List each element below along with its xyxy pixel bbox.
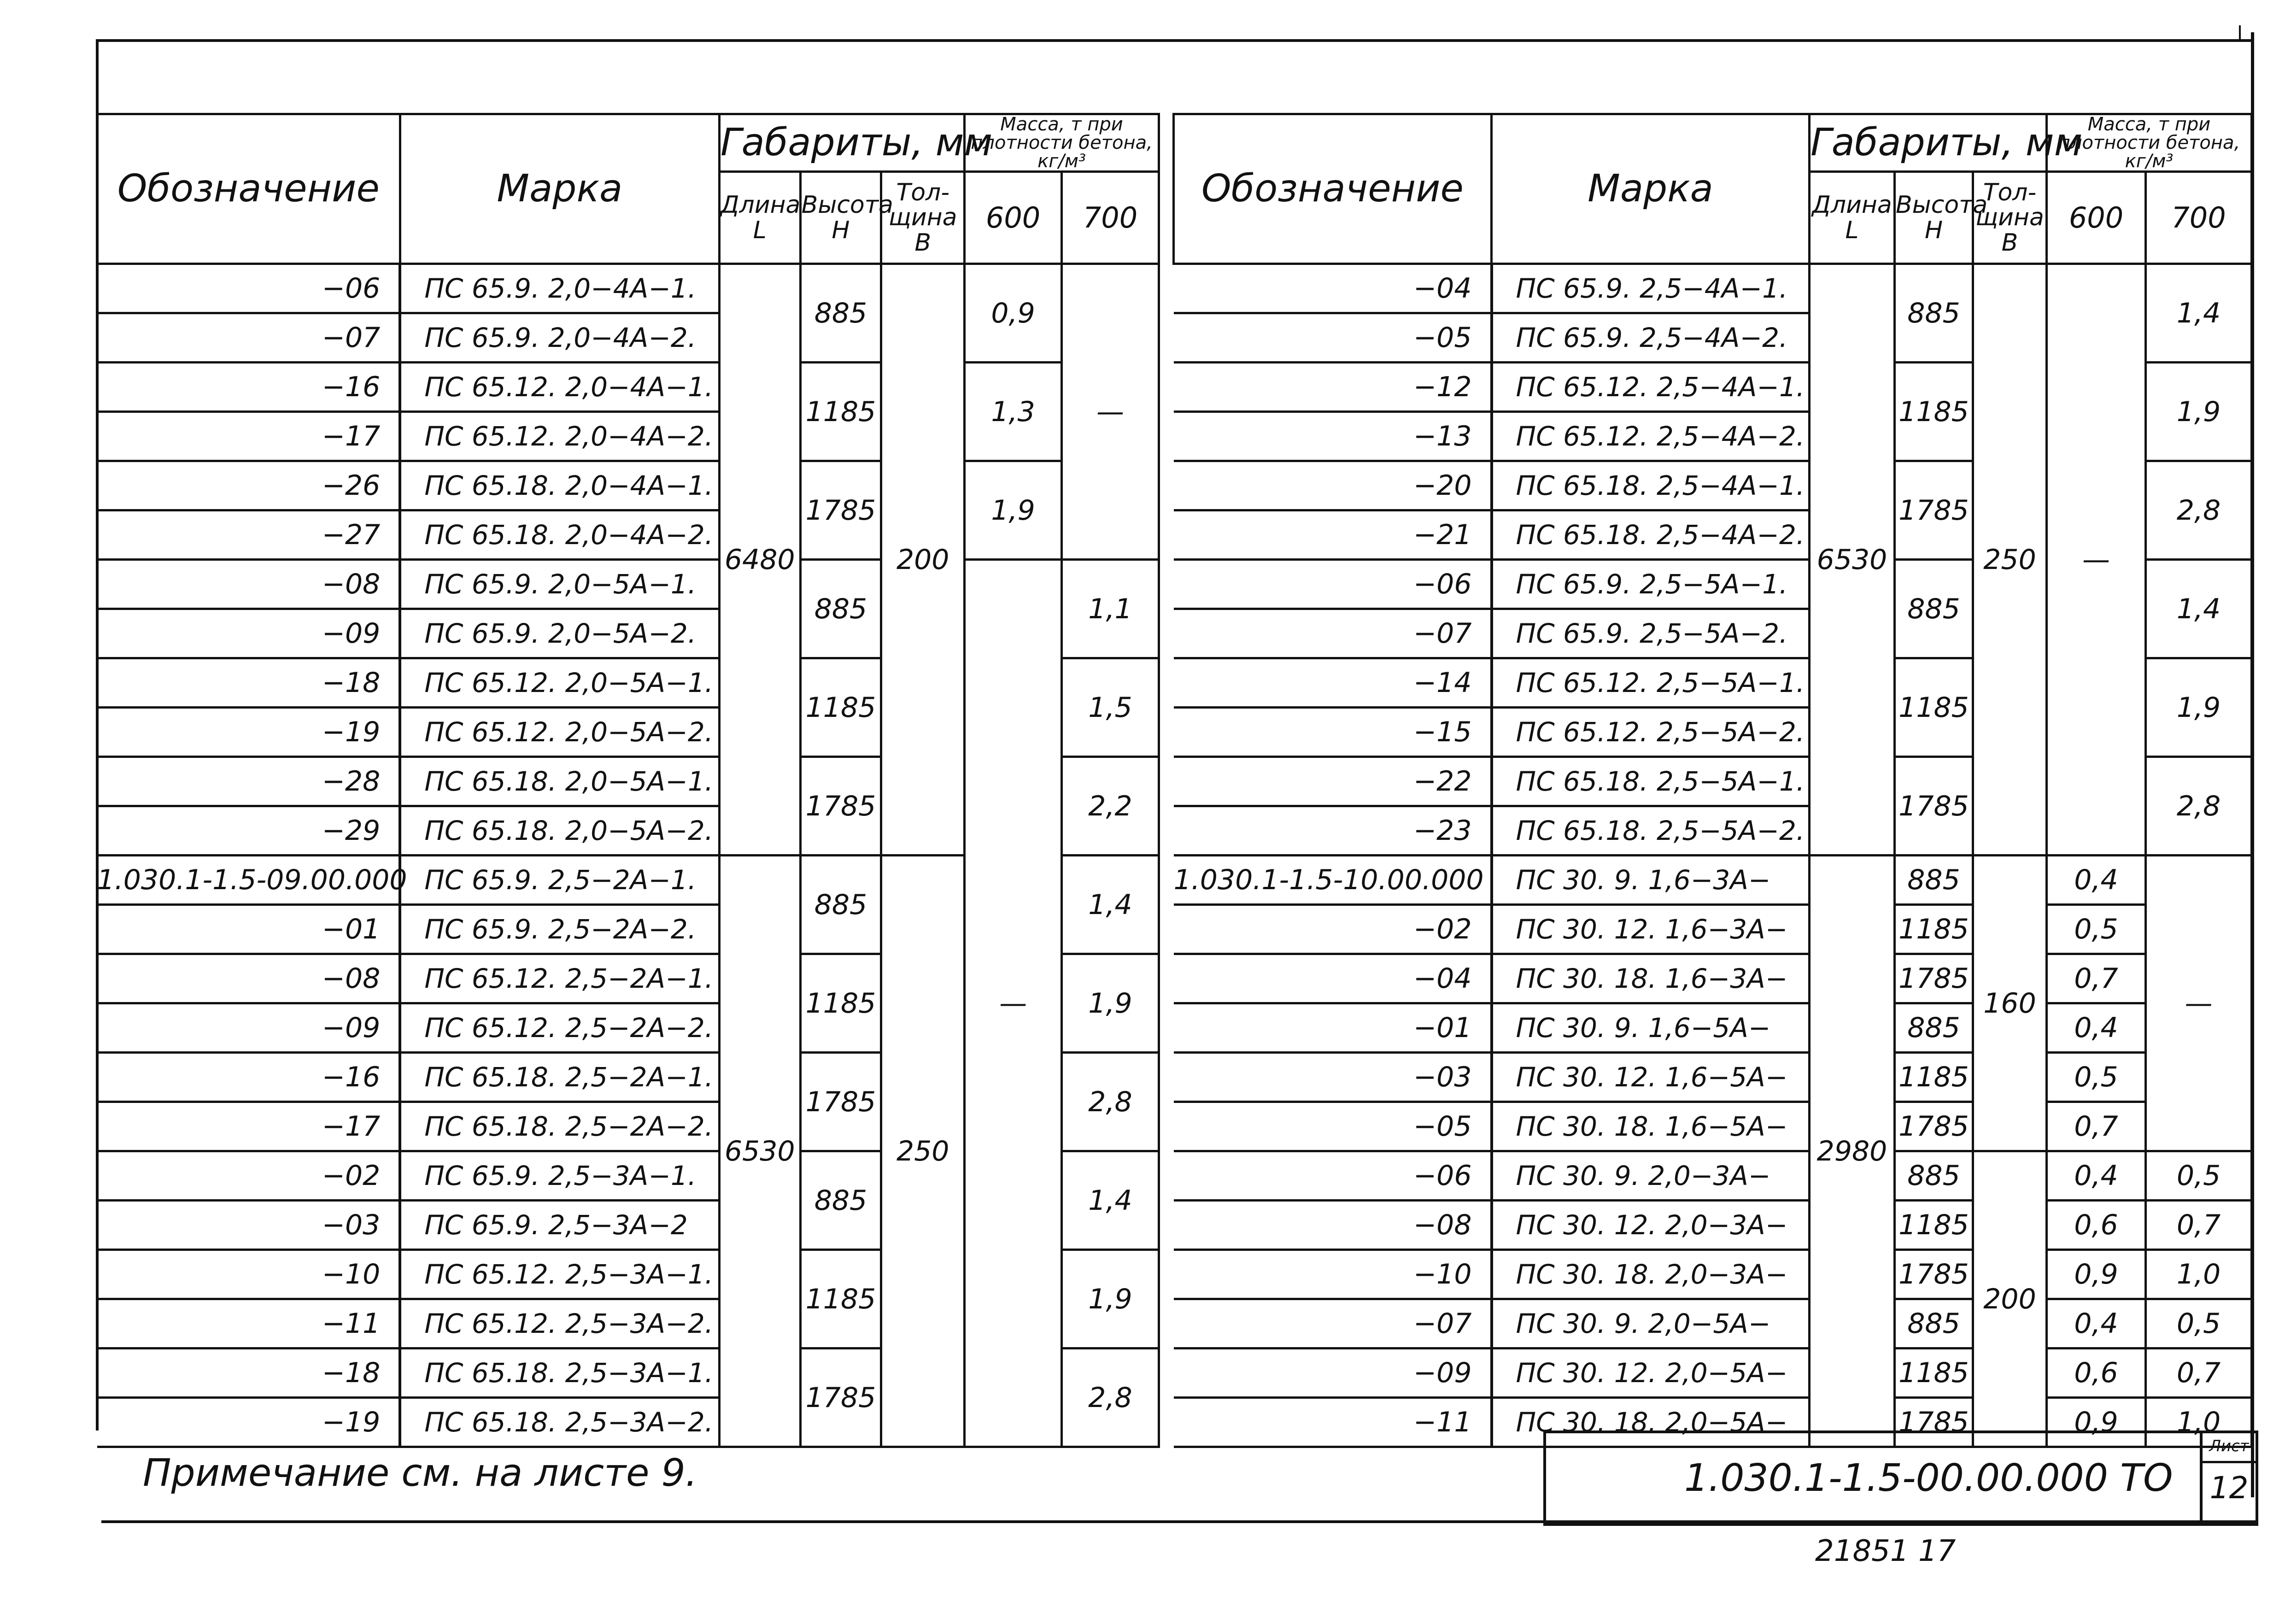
table-row-mark: ПС 30. 9. 1,6−5А− bbox=[1492, 1003, 1810, 1053]
table-row-designation: −18 bbox=[97, 658, 400, 708]
table-row-designation: −08 bbox=[97, 560, 400, 609]
height-cell: 885 bbox=[800, 1151, 881, 1250]
table-row-mark: ПС 30. 18. 2,0−3А− bbox=[1492, 1250, 1810, 1299]
table-row-designation: −11 bbox=[97, 1299, 400, 1348]
height-cell: 1185 bbox=[1895, 905, 1973, 954]
table-row-mark: ПС 65.18. 2,5−3А−1. bbox=[400, 1348, 719, 1398]
mass700-cell: 1,4 bbox=[2146, 264, 2252, 363]
table-row-mark: ПС 65.18. 2,5−4А−2. bbox=[1492, 510, 1810, 560]
header-mass: Масса, т при плотности бетона, кг/м³ bbox=[2047, 114, 2252, 172]
table-row-designation: −20 bbox=[1174, 461, 1492, 510]
footnote: Примечание см. на листе 9. bbox=[143, 1451, 697, 1495]
mass600-cell: 0,9 bbox=[2047, 1250, 2146, 1299]
mass600-cell: 1,9 bbox=[965, 461, 1062, 560]
table-row-mark: ПС 30. 9. 2,0−5А− bbox=[1492, 1299, 1810, 1348]
mass600-cell: 1,3 bbox=[965, 363, 1062, 461]
left-spec-table bbox=[96, 113, 1160, 1448]
table-row-designation: −06 bbox=[97, 264, 400, 313]
table-row-designation: −10 bbox=[97, 1250, 400, 1299]
table-row-mark: ПС 65.12. 2,0−4А−2. bbox=[400, 412, 719, 461]
table-row-mark: ПС 65.18. 2,0−5А−1. bbox=[400, 757, 719, 806]
table-row-mark: ПС 65.9. 2,0−4А−2. bbox=[400, 313, 719, 363]
mass600-cell: — bbox=[965, 560, 1062, 1447]
length-cell: 6530 bbox=[1810, 264, 1895, 856]
table-row-designation: −08 bbox=[97, 954, 400, 1003]
table-row-designation: −15 bbox=[1174, 708, 1492, 757]
table-row-designation: 1.030.1-1.5-09.00.000 bbox=[97, 856, 400, 905]
header-dimensions: Габариты, мм bbox=[1810, 114, 2047, 172]
mass600-cell: 0,4 bbox=[2047, 1151, 2146, 1201]
table-row-designation: −23 bbox=[1174, 806, 1492, 856]
table-row-designation: −01 bbox=[97, 905, 400, 954]
height-cell: 1185 bbox=[1895, 1348, 1973, 1398]
table-row-designation: −07 bbox=[97, 313, 400, 363]
sheet-label: Лист bbox=[2203, 1437, 2256, 1463]
thickness-cell: 160 bbox=[1973, 856, 2047, 1151]
header-mark: Марка bbox=[400, 114, 719, 264]
table-row-mark: ПС 65.9. 2,5−5А−1. bbox=[1492, 560, 1810, 609]
table-row-designation: −09 bbox=[97, 609, 400, 658]
table-row-mark: ПС 30. 18. 1,6−5А− bbox=[1492, 1102, 1810, 1151]
table-row-mark: ПС 30. 18. 1,6−3А− bbox=[1492, 954, 1810, 1003]
height-cell: 1785 bbox=[1895, 1102, 1973, 1151]
mass700-cell: 2,8 bbox=[2146, 461, 2252, 560]
table-row-mark: ПС 65.12. 2,5−5А−1. bbox=[1492, 658, 1810, 708]
table-row-mark: ПС 65.18. 2,5−2А−1. bbox=[400, 1053, 719, 1102]
table-row-designation: −03 bbox=[97, 1201, 400, 1250]
header-designation: Обозначение bbox=[1174, 114, 1492, 264]
table-row-mark: ПС 65.9. 2,0−5А−1. bbox=[400, 560, 719, 609]
right-spec-table bbox=[1172, 113, 2253, 1448]
table-row-designation: −22 bbox=[1174, 757, 1492, 806]
header-mass: Масса, т при плотности бетона, кг/м³ bbox=[965, 114, 1159, 172]
height-cell: 885 bbox=[1895, 1151, 1973, 1201]
table-row-mark: ПС 65.12. 2,5−2А−1. bbox=[400, 954, 719, 1003]
table-row-mark: ПС 65.9. 2,0−4А−1. bbox=[400, 264, 719, 313]
table-row-designation: −02 bbox=[97, 1151, 400, 1201]
table-row-mark: ПС 65.12. 2,0−5А−1. bbox=[400, 658, 719, 708]
table-row-designation: 1.030.1-1.5-10.00.000 bbox=[1174, 856, 1492, 905]
mass700-cell: 1,5 bbox=[1062, 658, 1159, 757]
table-row-mark: ПС 65.12. 2,0−4А−1. bbox=[400, 363, 719, 412]
mass600-cell: 0,4 bbox=[2047, 1003, 2146, 1053]
mass600-cell: — bbox=[2047, 264, 2146, 856]
table-row-designation: −26 bbox=[97, 461, 400, 510]
table-row-mark: ПС 65.9. 2,5−4А−1. bbox=[1492, 264, 1810, 313]
table-row-mark: ПС 65.12. 2,5−4А−2. bbox=[1492, 412, 1810, 461]
table-row-mark: ПС 65.12. 2,5−3А−1. bbox=[400, 1250, 719, 1299]
table-row-mark: ПС 65.9. 2,5−2А−1. bbox=[400, 856, 719, 905]
table-row-designation: −05 bbox=[1174, 1102, 1492, 1151]
table-row-designation: −04 bbox=[1174, 264, 1492, 313]
table-row-mark: ПС 65.18. 2,0−5А−2. bbox=[400, 806, 719, 856]
table-row-mark: ПС 30. 12. 1,6−3А− bbox=[1492, 905, 1810, 954]
table-row-designation: −17 bbox=[97, 412, 400, 461]
height-cell: 1785 bbox=[1895, 1398, 1973, 1447]
mass700-cell: 2,2 bbox=[1062, 757, 1159, 856]
thickness-cell: 200 bbox=[881, 264, 965, 856]
table-row-designation: −16 bbox=[97, 1053, 400, 1102]
height-cell: 1185 bbox=[1895, 363, 1973, 461]
table-row-mark: ПС 65.9. 2,0−5А−2. bbox=[400, 609, 719, 658]
height-cell: 885 bbox=[800, 264, 881, 363]
height-cell: 885 bbox=[800, 560, 881, 658]
table-row-designation: −07 bbox=[1174, 1299, 1492, 1348]
mass700-cell: 0,5 bbox=[2146, 1299, 2252, 1348]
height-cell: 1785 bbox=[800, 461, 881, 560]
table-row-designation: −11 bbox=[1174, 1398, 1492, 1447]
height-cell: 1185 bbox=[1895, 658, 1973, 757]
table-row-mark: ПС 30. 9. 2,0−3А− bbox=[1492, 1151, 1810, 1201]
header-length: Длина L bbox=[1810, 172, 1895, 264]
mass700-cell: 1,0 bbox=[2146, 1398, 2252, 1447]
mass600-cell: 0,6 bbox=[2047, 1348, 2146, 1398]
mass700-cell: 1,9 bbox=[2146, 658, 2252, 757]
mass600-cell: 0,7 bbox=[2047, 1102, 2146, 1151]
table-row-designation: −09 bbox=[97, 1003, 400, 1053]
table-row-designation: −07 bbox=[1174, 609, 1492, 658]
table-row-designation: −19 bbox=[97, 708, 400, 757]
height-cell: 1785 bbox=[800, 1053, 881, 1151]
mass600-cell: 0,4 bbox=[2047, 1299, 2146, 1348]
table-row-designation: −10 bbox=[1174, 1250, 1492, 1299]
table-row-designation: −08 bbox=[1174, 1201, 1492, 1250]
mass700-cell: 2,8 bbox=[1062, 1348, 1159, 1447]
table-row-mark: ПС 30. 18. 2,0−5А− bbox=[1492, 1398, 1810, 1447]
table-row-designation: −12 bbox=[1174, 363, 1492, 412]
table-row-mark: ПС 65.12. 2,5−2А−2. bbox=[400, 1003, 719, 1053]
height-cell: 1185 bbox=[1895, 1053, 1973, 1102]
table-row-mark: ПС 65.18. 2,5−3А−2. bbox=[400, 1398, 719, 1447]
sheet-number: 12 bbox=[2209, 1470, 2249, 1506]
table-row-designation: −16 bbox=[97, 363, 400, 412]
header-height: Высота H bbox=[800, 172, 881, 264]
height-cell: 1785 bbox=[800, 757, 881, 856]
mass600-cell: 0,4 bbox=[2047, 856, 2146, 905]
length-cell: 6530 bbox=[719, 856, 800, 1447]
mass700-cell: 2,8 bbox=[2146, 757, 2252, 856]
mass700-cell: 0,7 bbox=[2146, 1348, 2252, 1398]
table-row-mark: ПС 65.12. 2,5−5А−2. bbox=[1492, 708, 1810, 757]
table-row-designation: −18 bbox=[97, 1348, 400, 1398]
inventory-number: 21851 17 bbox=[1815, 1534, 1956, 1568]
mass700-cell: 1,4 bbox=[1062, 1151, 1159, 1250]
mass700-cell: 1,9 bbox=[2146, 363, 2252, 461]
table-row-mark: ПС 65.18. 2,5−4А−1. bbox=[1492, 461, 1810, 510]
mass600-cell: 0,7 bbox=[2047, 954, 2146, 1003]
table-row-mark: ПС 30. 9. 1,6−3А− bbox=[1492, 856, 1810, 905]
table-row-designation: −29 bbox=[97, 806, 400, 856]
table-row-designation: −03 bbox=[1174, 1053, 1492, 1102]
mass700-cell: 0,5 bbox=[2146, 1151, 2252, 1201]
title-block bbox=[1543, 1431, 2258, 1526]
height-cell: 1785 bbox=[1895, 461, 1973, 560]
table-row-mark: ПС 65.12. 2,5−4А−1. bbox=[1492, 363, 1810, 412]
mass700-cell: — bbox=[2146, 856, 2252, 1151]
height-cell: 1185 bbox=[800, 1250, 881, 1348]
height-cell: 885 bbox=[1895, 1299, 1973, 1348]
table-row-designation: −04 bbox=[1174, 954, 1492, 1003]
height-cell: 1785 bbox=[1895, 954, 1973, 1003]
mass700-cell: — bbox=[1062, 264, 1159, 560]
height-cell: 1785 bbox=[1895, 1250, 1973, 1299]
header-designation: Обозначение bbox=[97, 114, 400, 264]
header-mass-700: 700 bbox=[1062, 172, 1159, 264]
header-height: Высота H bbox=[1895, 172, 1973, 264]
bottom-rule bbox=[101, 1520, 2257, 1523]
mass700-cell: 1,9 bbox=[1062, 954, 1159, 1053]
header-mass-600: 600 bbox=[2047, 172, 2146, 264]
table-row-mark: ПС 65.9. 2,5−3А−2 bbox=[400, 1201, 719, 1250]
table-row-mark: ПС 65.12. 2,5−3А−2. bbox=[400, 1299, 719, 1348]
height-cell: 1185 bbox=[1895, 1201, 1973, 1250]
height-cell: 1785 bbox=[800, 1348, 881, 1447]
mass700-cell: 1,4 bbox=[1062, 856, 1159, 954]
height-cell: 1785 bbox=[1895, 757, 1973, 856]
header-length: Длина L bbox=[719, 172, 800, 264]
table-row-designation: −21 bbox=[1174, 510, 1492, 560]
height-cell: 885 bbox=[1895, 1003, 1973, 1053]
length-cell: 2980 bbox=[1810, 856, 1895, 1447]
height-cell: 885 bbox=[1895, 264, 1973, 363]
length-cell: 6480 bbox=[719, 264, 800, 856]
table-row-designation: −06 bbox=[1174, 1151, 1492, 1201]
table-row-designation: −06 bbox=[1174, 560, 1492, 609]
table-row-designation: −09 bbox=[1174, 1348, 1492, 1398]
thickness-cell: 200 bbox=[1973, 1151, 2047, 1447]
table-row-designation: −02 bbox=[1174, 905, 1492, 954]
height-cell: 1185 bbox=[800, 658, 881, 757]
mass700-cell: 0,7 bbox=[2146, 1201, 2252, 1250]
sheet-number-box bbox=[2200, 1433, 2256, 1523]
height-cell: 1185 bbox=[800, 363, 881, 461]
sheet-top-border bbox=[96, 39, 2252, 42]
mass600-cell: 0,9 bbox=[2047, 1398, 2146, 1447]
table-row-designation: −14 bbox=[1174, 658, 1492, 708]
mass600-cell: 0,6 bbox=[2047, 1201, 2146, 1250]
header-mark: Марка bbox=[1492, 114, 1810, 264]
table-row-mark: ПС 65.18. 2,0−4А−2. bbox=[400, 510, 719, 560]
table-row-designation: −17 bbox=[97, 1102, 400, 1151]
table-row-mark: ПС 30. 12. 2,0−5А− bbox=[1492, 1348, 1810, 1398]
height-cell: 885 bbox=[1895, 560, 1973, 658]
table-row-mark: ПС 65.9. 2,5−2А−2. bbox=[400, 905, 719, 954]
mass700-cell: 1,0 bbox=[2146, 1250, 2252, 1299]
table-row-mark: ПС 65.9. 2,5−5А−2. bbox=[1492, 609, 1810, 658]
mass600-cell: 0,9 bbox=[965, 264, 1062, 363]
mass700-cell: 1,4 bbox=[2146, 560, 2252, 658]
table-row-mark: ПС 65.18. 2,5−5А−1. bbox=[1492, 757, 1810, 806]
table-row-mark: ПС 65.18. 2,0−4А−1. bbox=[400, 461, 719, 510]
height-cell: 885 bbox=[1895, 856, 1973, 905]
mass700-cell: 1,1 bbox=[1062, 560, 1159, 658]
table-row-designation: −19 bbox=[97, 1398, 400, 1447]
mass600-cell: 0,5 bbox=[2047, 1053, 2146, 1102]
mass700-cell: 2,8 bbox=[1062, 1053, 1159, 1151]
table-row-mark: ПС 65.9. 2,5−4А−2. bbox=[1492, 313, 1810, 363]
mass600-cell: 0,5 bbox=[2047, 905, 2146, 954]
table-row-mark: ПС 65.9. 2,5−3А−1. bbox=[400, 1151, 719, 1201]
table-row-designation: −28 bbox=[97, 757, 400, 806]
table-row-mark: ПС 30. 12. 2,0−3А− bbox=[1492, 1201, 1810, 1250]
table-row-designation: −13 bbox=[1174, 412, 1492, 461]
height-cell: 885 bbox=[800, 856, 881, 954]
table-row-mark: ПС 65.12. 2,0−5А−2. bbox=[400, 708, 719, 757]
header-mass-600: 600 bbox=[965, 172, 1062, 264]
table-row-designation: −05 bbox=[1174, 313, 1492, 363]
mass700-cell: 1,9 bbox=[1062, 1250, 1159, 1348]
corner-tick bbox=[2239, 25, 2241, 39]
table-row-mark: ПС 30. 12. 1,6−5А− bbox=[1492, 1053, 1810, 1102]
header-dimensions: Габариты, мм bbox=[719, 114, 964, 172]
document-code: 1.030.1-1.5-00.00.000 ТО bbox=[1684, 1456, 2173, 1500]
header-mass-700: 700 bbox=[2146, 172, 2252, 264]
thickness-cell: 250 bbox=[1973, 264, 2047, 856]
table-row-designation: −01 bbox=[1174, 1003, 1492, 1053]
header-thickness: Тол-щина B bbox=[1973, 172, 2047, 264]
table-row-designation: −27 bbox=[97, 510, 400, 560]
table-row-mark: ПС 65.18. 2,5−5А−2. bbox=[1492, 806, 1810, 856]
height-cell: 1185 bbox=[800, 954, 881, 1053]
thickness-cell: 250 bbox=[881, 856, 965, 1447]
header-thickness: Тол-щина B bbox=[881, 172, 965, 264]
table-row-mark: ПС 65.18. 2,5−2А−2. bbox=[400, 1102, 719, 1151]
